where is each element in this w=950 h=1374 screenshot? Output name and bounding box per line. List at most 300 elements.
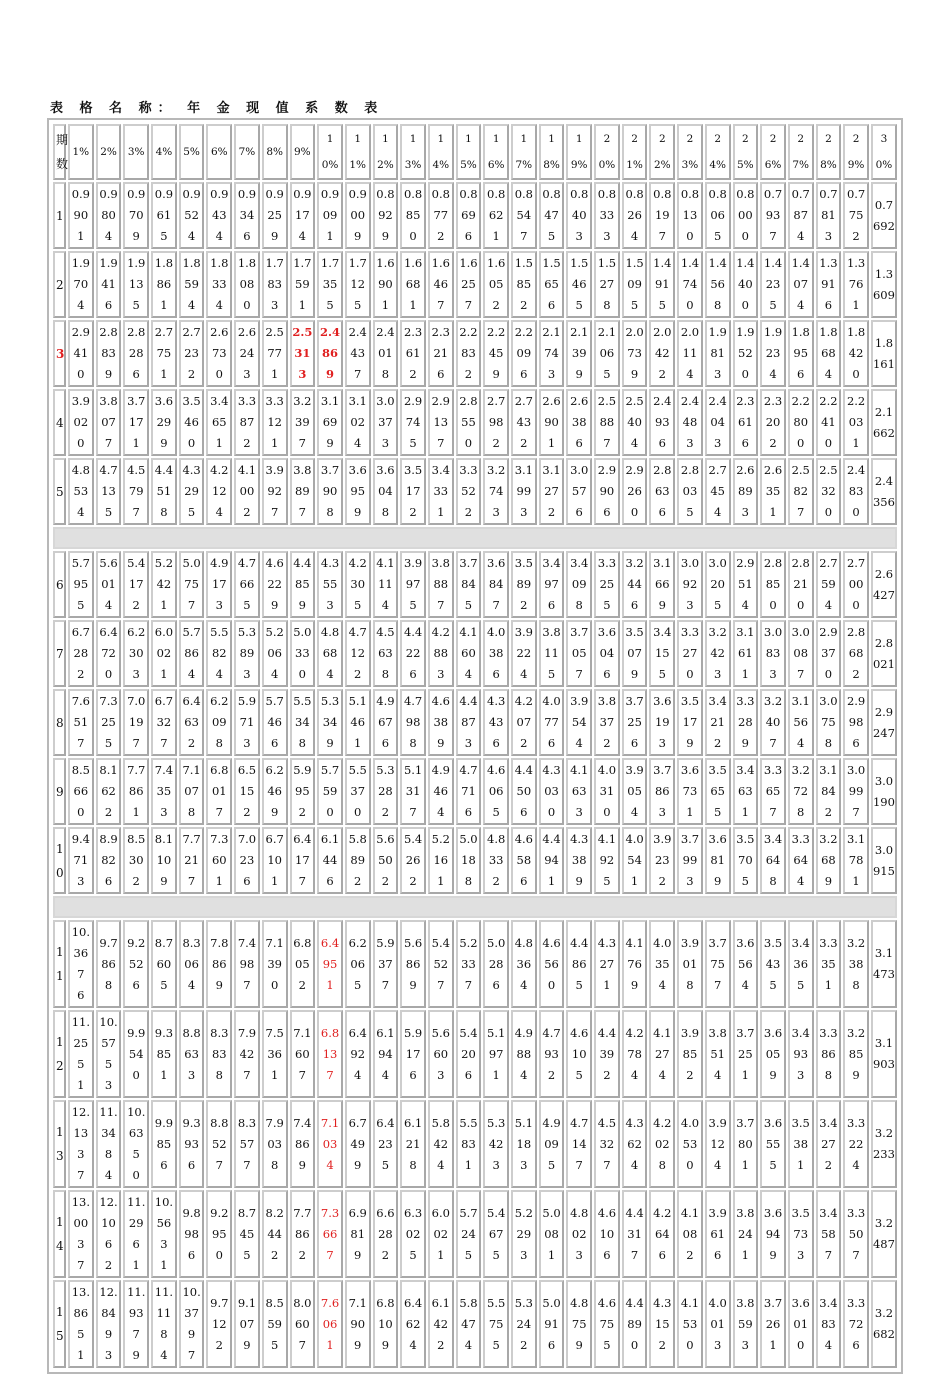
value-cell: 2.2 410 bbox=[816, 389, 842, 456]
value-cell: 3.8 514 bbox=[705, 1010, 731, 1098]
value-cell: 9.7 868 bbox=[96, 920, 122, 1008]
value-cell: 2.8 839 bbox=[96, 320, 122, 387]
value-cell: 2.8 021 bbox=[871, 620, 897, 687]
value-cell: 6.7 499 bbox=[345, 1100, 371, 1188]
value-cell: 3.0 833 bbox=[760, 620, 786, 687]
value-cell: 3.8 593 bbox=[733, 1280, 759, 1368]
value-cell: 4.0 541 bbox=[622, 827, 648, 894]
period-cell: 1 1 bbox=[53, 920, 66, 1008]
value-cell: 11. 118 4 bbox=[151, 1280, 177, 1368]
value-cell: 4.5 327 bbox=[594, 1100, 620, 1188]
rate-header: 2% bbox=[96, 124, 122, 180]
value-cell: 2.2 031 bbox=[843, 389, 869, 456]
value-cell: 6.7 282 bbox=[68, 620, 94, 687]
value-cell: 4.6 586 bbox=[511, 827, 537, 894]
rate-header: 7% bbox=[234, 124, 260, 180]
value-cell: 4.5 797 bbox=[123, 458, 149, 525]
value-cell: 7.3 255 bbox=[96, 689, 122, 756]
value-cell: 5.1 317 bbox=[400, 758, 426, 825]
value-cell: 0.7 937 bbox=[760, 182, 786, 249]
value-cell: 3.3 351 bbox=[816, 920, 842, 1008]
value-cell: 5.1 183 bbox=[511, 1100, 537, 1188]
table-row bbox=[53, 1280, 897, 1368]
value-cell: 4.4 859 bbox=[290, 551, 316, 618]
value-cell: 4.7 988 bbox=[400, 689, 426, 756]
value-cell: 1.4 235 bbox=[760, 251, 786, 318]
rate-header: 23% bbox=[677, 124, 703, 180]
value-cell: 3.2 446 bbox=[622, 551, 648, 618]
group-separator bbox=[53, 527, 897, 549]
value-cell: 5.6 014 bbox=[96, 551, 122, 618]
value-cell: 3.3 270 bbox=[677, 620, 703, 687]
value-cell: 3.4 631 bbox=[733, 758, 759, 825]
value-cell: 2.0 114 bbox=[677, 320, 703, 387]
value-cell: 4.3 389 bbox=[566, 827, 592, 894]
value-cell: 2.8 850 bbox=[760, 551, 786, 618]
value-cell: 0.8 772 bbox=[428, 182, 454, 249]
period-cell: 6 bbox=[53, 551, 66, 618]
value-cell: 2.1 065 bbox=[594, 320, 620, 387]
value-cell: 5.8 474 bbox=[456, 1280, 482, 1368]
value-cell: 12. 133 7 bbox=[68, 1100, 94, 1188]
value-cell: 3.2 689 bbox=[816, 827, 842, 894]
value-cell: 3.9 018 bbox=[677, 920, 703, 1008]
value-cell: 4.3 030 bbox=[539, 758, 565, 825]
value-cell: 7.8 869 bbox=[206, 920, 232, 1008]
header-row bbox=[53, 124, 897, 180]
value-cell: 0.9 174 bbox=[290, 182, 316, 249]
value-cell: 0.9 901 bbox=[68, 182, 94, 249]
value-cell: 1.8 334 bbox=[206, 251, 232, 318]
group-separator bbox=[53, 896, 897, 918]
value-cell: 4.1 604 bbox=[456, 620, 482, 687]
value-cell: 8.5 595 bbox=[262, 1280, 288, 1368]
value-cell: 3.4 272 bbox=[816, 1100, 842, 1188]
value-cell: 6.5 152 bbox=[234, 758, 260, 825]
rate-header: 20% bbox=[594, 124, 620, 180]
value-cell: 1.6 257 bbox=[456, 251, 482, 318]
value-cell: 4.1 530 bbox=[677, 1280, 703, 1368]
value-cell: 9.9 856 bbox=[151, 1100, 177, 1188]
value-cell: 2.2 832 bbox=[456, 320, 482, 387]
value-cell: 3.9 054 bbox=[622, 758, 648, 825]
rate-header: 22% bbox=[649, 124, 675, 180]
value-cell: 4.6 389 bbox=[428, 689, 454, 756]
value-cell: 4.3 436 bbox=[483, 689, 509, 756]
value-cell: 3.9 232 bbox=[649, 827, 675, 894]
value-cell: 4.1 633 bbox=[566, 758, 592, 825]
value-cell: 1.7 125 bbox=[345, 251, 371, 318]
value-cell: 0.8 696 bbox=[456, 182, 482, 249]
value-cell: 5.8 892 bbox=[345, 827, 371, 894]
rate-header: 16% bbox=[483, 124, 509, 180]
value-cell: 3.5 733 bbox=[788, 1190, 814, 1278]
value-cell: 2.8 682 bbox=[843, 620, 869, 687]
value-cell: 3.0 923 bbox=[677, 551, 703, 618]
value-cell: 7.4 353 bbox=[151, 758, 177, 825]
value-cell: 2.3 202 bbox=[760, 389, 786, 456]
value-cell: 3.2 233 bbox=[871, 1100, 897, 1188]
period-header: 期 数 bbox=[53, 124, 66, 180]
table-row bbox=[53, 758, 897, 825]
value-cell: 0.8 475 bbox=[539, 182, 565, 249]
value-cell: 5.5 831 bbox=[456, 1100, 482, 1188]
value-cell: 0.9 434 bbox=[206, 182, 232, 249]
value-cell: 8.7 455 bbox=[234, 1190, 260, 1278]
value-cell: 9.9 540 bbox=[123, 1010, 149, 1098]
value-cell: 4.0 013 bbox=[705, 1280, 731, 1368]
value-cell: 3.4 212 bbox=[705, 689, 731, 756]
value-cell: 9.1 079 bbox=[234, 1280, 260, 1368]
value-cell: 3.3 872 bbox=[234, 389, 260, 456]
value-cell: 3.2 682 bbox=[871, 1280, 897, 1368]
value-cell: 2.2 459 bbox=[483, 320, 509, 387]
value-cell: 3.4 365 bbox=[788, 920, 814, 1008]
value-cell: 1.8 080 bbox=[234, 251, 260, 318]
value-cell: 6.8 137 bbox=[317, 1010, 343, 1098]
value-cell: 10. 367 6 bbox=[68, 920, 94, 1008]
value-cell: 3.3 644 bbox=[788, 827, 814, 894]
value-cell: 6.1 422 bbox=[428, 1280, 454, 1368]
value-cell: 4.2 028 bbox=[649, 1100, 675, 1188]
value-cell: 5.3 242 bbox=[511, 1280, 537, 1368]
value-cell: 0.9 709 bbox=[123, 182, 149, 249]
value-cell: 7.9 427 bbox=[234, 1010, 260, 1098]
rate-header: 11% bbox=[345, 124, 371, 180]
value-cell: 8.9 826 bbox=[96, 827, 122, 894]
value-cell: 2.5 827 bbox=[788, 458, 814, 525]
value-cell: 6.4 235 bbox=[373, 1100, 399, 1188]
value-cell: 4.3 624 bbox=[622, 1100, 648, 1188]
value-cell: 2.6 901 bbox=[539, 389, 565, 456]
value-cell: 3.5 460 bbox=[179, 389, 205, 456]
value-cell: 6.2 098 bbox=[206, 689, 232, 756]
value-cell: 2.8 550 bbox=[456, 389, 482, 456]
value-cell: 3.0 205 bbox=[705, 551, 731, 618]
value-cell: 3.3 726 bbox=[843, 1280, 869, 1368]
value-cell: 6.0 021 bbox=[151, 620, 177, 687]
value-cell: 3.2 397 bbox=[290, 389, 316, 456]
value-cell: 4.0 530 bbox=[677, 1100, 703, 1188]
value-cell: 12. 106 2 bbox=[96, 1190, 122, 1278]
value-cell: 4.2 072 bbox=[511, 689, 537, 756]
value-cell: 1.9 704 bbox=[68, 251, 94, 318]
value-cell: 2.4 043 bbox=[705, 389, 731, 456]
value-cell: 3.6 949 bbox=[760, 1190, 786, 1278]
value-cell: 3.2 743 bbox=[483, 458, 509, 525]
separator-cell bbox=[53, 527, 897, 549]
value-cell: 0.9 615 bbox=[151, 182, 177, 249]
value-cell: 6.2 065 bbox=[345, 920, 371, 1008]
value-cell: 5.7 245 bbox=[456, 1190, 482, 1278]
rate-header: 9% bbox=[290, 124, 316, 180]
value-cell: 4.7 665 bbox=[234, 551, 260, 618]
value-cell: 0.7 752 bbox=[843, 182, 869, 249]
value-cell: 8.8 633 bbox=[179, 1010, 205, 1098]
value-cell: 3.4 933 bbox=[788, 1010, 814, 1098]
value-cell: 0.8 403 bbox=[566, 182, 592, 249]
value-cell: 2.9 260 bbox=[622, 458, 648, 525]
value-cell: 2.9 514 bbox=[733, 551, 759, 618]
rate-header: 24% bbox=[705, 124, 731, 180]
value-cell: 7.4 869 bbox=[290, 1100, 316, 1188]
value-cell: 3.9 124 bbox=[705, 1100, 731, 1188]
value-cell: 5.6 603 bbox=[428, 1010, 454, 1098]
value-cell: 4.8 023 bbox=[566, 1190, 592, 1278]
value-cell: 3.3 657 bbox=[760, 758, 786, 825]
value-cell: 3.7 863 bbox=[649, 758, 675, 825]
value-cell: 7.1 390 bbox=[262, 920, 288, 1008]
table-row bbox=[53, 920, 897, 1008]
period-cell: 8 bbox=[53, 689, 66, 756]
value-cell: 2.3 616 bbox=[733, 389, 759, 456]
value-cell: 2.4 936 bbox=[649, 389, 675, 456]
value-cell: 5.7 466 bbox=[262, 689, 288, 756]
value-cell: 3.1 993 bbox=[511, 458, 537, 525]
value-cell: 7.1 078 bbox=[179, 758, 205, 825]
value-cell: 2.9 370 bbox=[816, 620, 842, 687]
value-cell: 3.6 555 bbox=[760, 1100, 786, 1188]
value-cell: 6.4 624 bbox=[400, 1280, 426, 1368]
value-cell: 3.3 507 bbox=[843, 1190, 869, 1278]
value-cell: 2.8 286 bbox=[123, 320, 149, 387]
value-cell: 3.8 241 bbox=[733, 1190, 759, 1278]
value-cell: 3.5 179 bbox=[677, 689, 703, 756]
value-cell: 1.8 594 bbox=[179, 251, 205, 318]
value-cell: 3.5 655 bbox=[705, 758, 731, 825]
value-cell: 3.6 059 bbox=[760, 1010, 786, 1098]
value-cell: 3.9 544 bbox=[566, 689, 592, 756]
value-cell: 3.9 224 bbox=[511, 620, 537, 687]
value-cell: 4.1 082 bbox=[677, 1190, 703, 1278]
value-cell: 3.9 927 bbox=[262, 458, 288, 525]
value-cell: 4.4 941 bbox=[539, 827, 565, 894]
value-cell: 3.6 959 bbox=[345, 458, 371, 525]
value-cell: 5.0 286 bbox=[483, 920, 509, 1008]
value-cell: 6.2 469 bbox=[262, 758, 288, 825]
table-row bbox=[53, 551, 897, 618]
value-cell: 4.6 106 bbox=[594, 1190, 620, 1278]
value-cell: 4.4 890 bbox=[622, 1280, 648, 1368]
value-cell: 3.7 908 bbox=[317, 458, 343, 525]
value-cell: 5.7 955 bbox=[68, 551, 94, 618]
value-cell: 2.8 636 bbox=[649, 458, 675, 525]
value-cell: 5.9 952 bbox=[290, 758, 316, 825]
value-cell: 9.4 713 bbox=[68, 827, 94, 894]
value-cell: 7.5 361 bbox=[262, 1010, 288, 1098]
value-cell: 4.1 114 bbox=[373, 551, 399, 618]
value-cell: 3.7 171 bbox=[123, 389, 149, 456]
value-cell: 1.4 915 bbox=[649, 251, 675, 318]
value-cell: 3.8 077 bbox=[96, 389, 122, 456]
value-cell: 2.0 739 bbox=[622, 320, 648, 387]
value-cell: 5.9 176 bbox=[400, 1010, 426, 1098]
value-cell: 3.7 261 bbox=[760, 1280, 786, 1368]
value-cell: 4.2 883 bbox=[428, 620, 454, 687]
value-cell: 7.0 236 bbox=[234, 827, 260, 894]
value-cell: 4.2 305 bbox=[345, 551, 371, 618]
value-cell: 4.6 105 bbox=[566, 1010, 592, 1098]
value-cell: 5.4 262 bbox=[400, 827, 426, 894]
value-cell: 6.6 282 bbox=[373, 1190, 399, 1278]
value-cell: 4.9 095 bbox=[539, 1100, 565, 1188]
value-cell: 5.2 293 bbox=[511, 1190, 537, 1278]
value-cell: 5.8 424 bbox=[428, 1100, 454, 1188]
value-cell: 2.6 243 bbox=[234, 320, 260, 387]
value-cell: 8.3 577 bbox=[234, 1100, 260, 1188]
value-cell: 2.7 432 bbox=[511, 389, 537, 456]
value-cell: 4.2 784 bbox=[622, 1010, 648, 1098]
value-cell: 2.1 662 bbox=[871, 389, 897, 456]
value-cell: 4.3 553 bbox=[317, 551, 343, 618]
value-cell: 7.1 909 bbox=[345, 1280, 371, 1368]
value-cell: 3.4 587 bbox=[816, 1190, 842, 1278]
value-cell: 3.2 487 bbox=[871, 1190, 897, 1278]
value-cell: 4.4 226 bbox=[400, 620, 426, 687]
value-cell: 5.9 377 bbox=[373, 920, 399, 1008]
value-cell: 3.4 648 bbox=[760, 827, 786, 894]
value-cell: 4.6 065 bbox=[483, 758, 509, 825]
table-title: 表 格 名 称： 年 金 现 值 系 数 表 bbox=[50, 101, 384, 116]
value-cell: 13. 865 1 bbox=[68, 1280, 94, 1368]
table-row bbox=[53, 389, 897, 456]
table-row bbox=[53, 1010, 897, 1098]
value-cell: 1.9 813 bbox=[705, 320, 731, 387]
value-cell: 4.1 274 bbox=[649, 1010, 675, 1098]
value-cell: 3.2 859 bbox=[843, 1010, 869, 1098]
value-cell: 1.9 234 bbox=[760, 320, 786, 387]
value-cell: 4.3 271 bbox=[594, 920, 620, 1008]
value-cell: 5.4 206 bbox=[456, 1010, 482, 1098]
value-cell: 0.8 065 bbox=[705, 182, 731, 249]
rate-header: 13% bbox=[400, 124, 426, 180]
value-cell: 3.1 781 bbox=[843, 827, 869, 894]
value-cell: 7.7 217 bbox=[179, 827, 205, 894]
value-cell: 4.1 002 bbox=[234, 458, 260, 525]
value-cell: 4.4 392 bbox=[594, 1010, 620, 1098]
value-cell: 3.5 435 bbox=[760, 920, 786, 1008]
value-cell: 3.7 057 bbox=[566, 620, 592, 687]
value-cell: 5.3 349 bbox=[317, 689, 343, 756]
value-cell: 5.1 971 bbox=[483, 1010, 509, 1098]
value-cell: 4.8 684 bbox=[317, 620, 343, 687]
value-cell: 4.5 638 bbox=[373, 620, 399, 687]
value-cell: 3.2 407 bbox=[760, 689, 786, 756]
value-cell: 6.2 303 bbox=[123, 620, 149, 687]
value-cell: 1.8 861 bbox=[151, 251, 177, 318]
rate-header: 3% bbox=[123, 124, 149, 180]
rate-header: 27% bbox=[788, 124, 814, 180]
value-cell: 0.9 091 bbox=[317, 182, 343, 249]
value-cell: 6.4 720 bbox=[96, 620, 122, 687]
value-cell: 2.7 454 bbox=[705, 458, 731, 525]
value-cell: 5.5 824 bbox=[206, 620, 232, 687]
value-cell: 2.7 000 bbox=[843, 551, 869, 618]
value-cell: 6.0 021 bbox=[428, 1190, 454, 1278]
value-cell: 5.4 527 bbox=[428, 920, 454, 1008]
value-cell: 4.7 135 bbox=[96, 458, 122, 525]
value-cell: 3.0 373 bbox=[373, 389, 399, 456]
value-cell: 2.9 745 bbox=[400, 389, 426, 456]
rate-header: 10% bbox=[317, 124, 343, 180]
rate-header: 29% bbox=[843, 124, 869, 180]
value-cell: 5.2 161 bbox=[428, 827, 454, 894]
value-cell: 6.4 924 bbox=[345, 1010, 371, 1098]
value-cell: 6.1 944 bbox=[373, 1010, 399, 1098]
value-cell: 3.3 121 bbox=[262, 389, 288, 456]
value-cell: 4.7 932 bbox=[539, 1010, 565, 1098]
value-cell: 1.4 740 bbox=[677, 251, 703, 318]
value-cell: 1.3 609 bbox=[871, 251, 897, 318]
value-cell: 9.3 851 bbox=[151, 1010, 177, 1098]
value-cell: 2.0 422 bbox=[649, 320, 675, 387]
value-cell: 3.4 651 bbox=[206, 389, 232, 456]
value-cell: 2.5 404 bbox=[622, 389, 648, 456]
value-cell: 8.2 442 bbox=[262, 1190, 288, 1278]
value-cell: 3.1 669 bbox=[649, 551, 675, 618]
value-cell: 0.9 009 bbox=[345, 182, 371, 249]
value-cell: 3.3 522 bbox=[456, 458, 482, 525]
value-cell: 3.7 251 bbox=[733, 1010, 759, 1098]
rate-header: 12% bbox=[373, 124, 399, 180]
value-cell: 8.5 302 bbox=[123, 827, 149, 894]
value-cell: 6.8 109 bbox=[373, 1280, 399, 1368]
value-cell: 5.1 461 bbox=[345, 689, 371, 756]
value-cell: 1.5 465 bbox=[566, 251, 592, 318]
value-cell: 3.0 087 bbox=[788, 620, 814, 687]
value-cell: 2.9 410 bbox=[68, 320, 94, 387]
value-cell: 1.8 956 bbox=[788, 320, 814, 387]
value-cell: 3.4 098 bbox=[566, 551, 592, 618]
value-cell: 4.1 925 bbox=[594, 827, 620, 894]
value-cell: 13. 003 7 bbox=[68, 1190, 94, 1278]
period-cell: 1 0 bbox=[53, 827, 66, 894]
value-cell: 2.7 982 bbox=[483, 389, 509, 456]
value-cell: 3.7 845 bbox=[456, 551, 482, 618]
value-cell: 3.0 576 bbox=[566, 458, 592, 525]
value-cell: 1.7 591 bbox=[290, 251, 316, 318]
value-cell: 6.4 632 bbox=[179, 689, 205, 756]
period-cell: 3 bbox=[53, 320, 66, 387]
value-cell: 5.2 064 bbox=[262, 620, 288, 687]
value-cell: 5.5 755 bbox=[483, 1280, 509, 1368]
value-cell: 7.1 034 bbox=[317, 1100, 343, 1188]
value-cell: 2.4 437 bbox=[345, 320, 371, 387]
value-cell: 7.7 861 bbox=[123, 758, 149, 825]
value-cell: 1.4 568 bbox=[705, 251, 731, 318]
value-cell: 0.8 850 bbox=[400, 182, 426, 249]
value-cell: 8.0 607 bbox=[290, 1280, 316, 1368]
value-cell: 5.4 172 bbox=[123, 551, 149, 618]
value-cell: 3.3 289 bbox=[733, 689, 759, 756]
value-cell: 1.4 400 bbox=[733, 251, 759, 318]
period-cell: 1 3 bbox=[53, 1100, 66, 1188]
value-cell: 2.4 869 bbox=[317, 320, 343, 387]
period-cell: 1 bbox=[53, 182, 66, 249]
value-cell: 3.0 190 bbox=[871, 758, 897, 825]
value-cell: 2.6 893 bbox=[733, 458, 759, 525]
value-cell: 1.6 681 bbox=[400, 251, 426, 318]
value-cell: 4.9 464 bbox=[428, 758, 454, 825]
value-cell: 10. 635 0 bbox=[123, 1100, 149, 1188]
value-cell: 0.8 264 bbox=[622, 182, 648, 249]
value-cell: 2.4 018 bbox=[373, 320, 399, 387]
table-row bbox=[53, 458, 897, 525]
separator-cell bbox=[53, 896, 897, 918]
value-cell: 10. 575 3 bbox=[96, 1010, 122, 1098]
rate-header: 4% bbox=[151, 124, 177, 180]
value-cell: 3.1 903 bbox=[871, 1010, 897, 1098]
